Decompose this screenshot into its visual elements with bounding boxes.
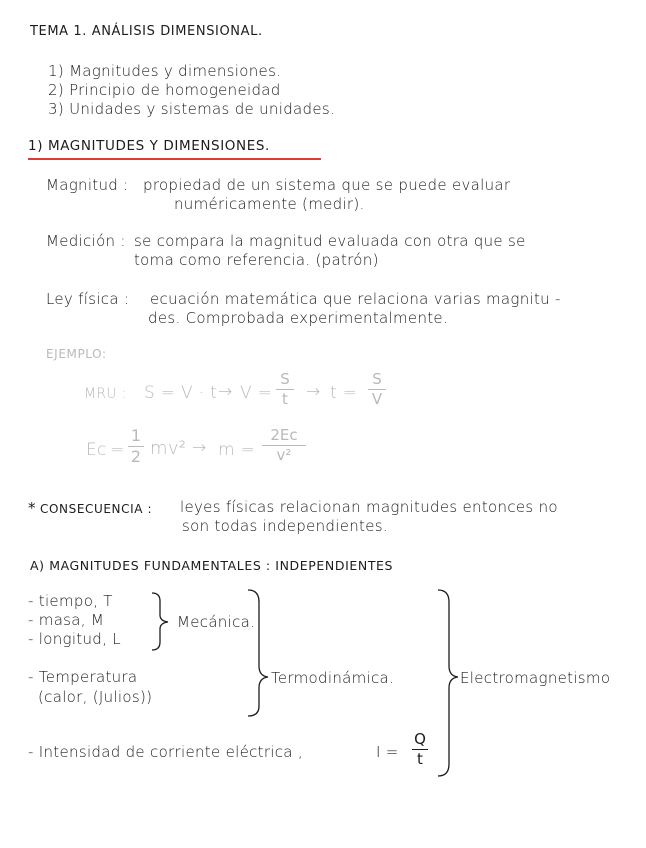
numerator: Q (414, 730, 426, 748)
group-termodinamica: Termodinámica. (271, 669, 395, 687)
consecuencia-text: son todas independientes. (182, 517, 388, 535)
numerator: 1 (130, 426, 142, 445)
m-equals: m = (218, 440, 256, 460)
mru-label: MRU : (84, 386, 127, 402)
fundamentales-heading: A) MAGNITUDES FUNDAMENTALES : INDEPENDIENTES (30, 558, 394, 573)
brace-termodinamica (248, 590, 268, 716)
denominator: t (282, 390, 288, 408)
definition-text: des. Comprobada experimentalmente. (148, 309, 449, 327)
example-label: EJEMPLO: (46, 347, 107, 361)
page-title: TEMA 1. ANÁLISIS DIMENSIONAL. (30, 24, 263, 39)
list-item-temperatura: - Temperatura (28, 668, 138, 686)
v-equals: V = (240, 383, 273, 403)
list-item-temperatura-note: (calor, (Julios)) (38, 688, 153, 706)
definition-text: se compara la magnitud evaluada con otra que se (134, 232, 526, 250)
group-mecanica: Mecánica. (177, 613, 256, 631)
definition-term-magnitud: Magnitud : (46, 176, 129, 194)
index-item-3: 3) Unidades y sistemas de unidades. (48, 100, 336, 118)
denominator: t (417, 750, 423, 768)
consecuencia-text: leyes físicas relacionan magnitudes entonces no (180, 498, 558, 516)
list-item-intensidad: - Intensidad de corriente eléctrica , (28, 743, 303, 761)
list-item-masa: - masa, M (28, 611, 105, 629)
arrow-icon: → (192, 438, 207, 458)
i-equals: I = (376, 743, 399, 761)
asterisk-icon: * (28, 499, 36, 517)
denominator: v² (276, 446, 292, 464)
consecuencia-label: CONSECUENCIA : (40, 502, 153, 516)
denominator: V (371, 390, 383, 408)
definition-text: propiedad de un sistema que se puede evaluar (143, 176, 511, 194)
index-item-2: 2) Principio de homogeneidad (48, 81, 281, 99)
denominator: 2 (130, 447, 142, 466)
numerator: 2Ec (270, 426, 298, 444)
mv-squared: mv² (150, 438, 187, 459)
ec-label: Ec (86, 440, 107, 460)
mru-equation: S = V · t (144, 383, 218, 403)
brace-electromagnetismo (438, 590, 458, 776)
index-item-1: 1) Magnitudes y dimensiones. (48, 62, 282, 80)
arrow-icon: → (306, 382, 321, 402)
group-electromagnetismo: Electromagnetismo (460, 669, 611, 687)
brace-mecanica (152, 593, 168, 650)
numerator: S (280, 370, 290, 388)
definition-text: toma como referencia. (patrón) (134, 251, 379, 269)
section-heading: 1) MAGNITUDES Y DIMENSIONES. (28, 138, 270, 154)
list-item-tiempo: - tiempo, T (28, 592, 113, 610)
definition-term-ley: Ley física : (46, 290, 130, 308)
ec-equals: = (110, 440, 125, 460)
definition-text: ecuación matemática que relaciona varias magnitu - (150, 290, 561, 308)
definition-text: numéricamente (medir). (174, 195, 365, 213)
arrow-icon: → (218, 382, 233, 402)
numerator: S (372, 370, 382, 388)
list-item-longitud: - longitud, L (28, 630, 121, 648)
t-equals: t = (330, 383, 358, 403)
definition-term-medicion: Medición : (46, 232, 126, 250)
